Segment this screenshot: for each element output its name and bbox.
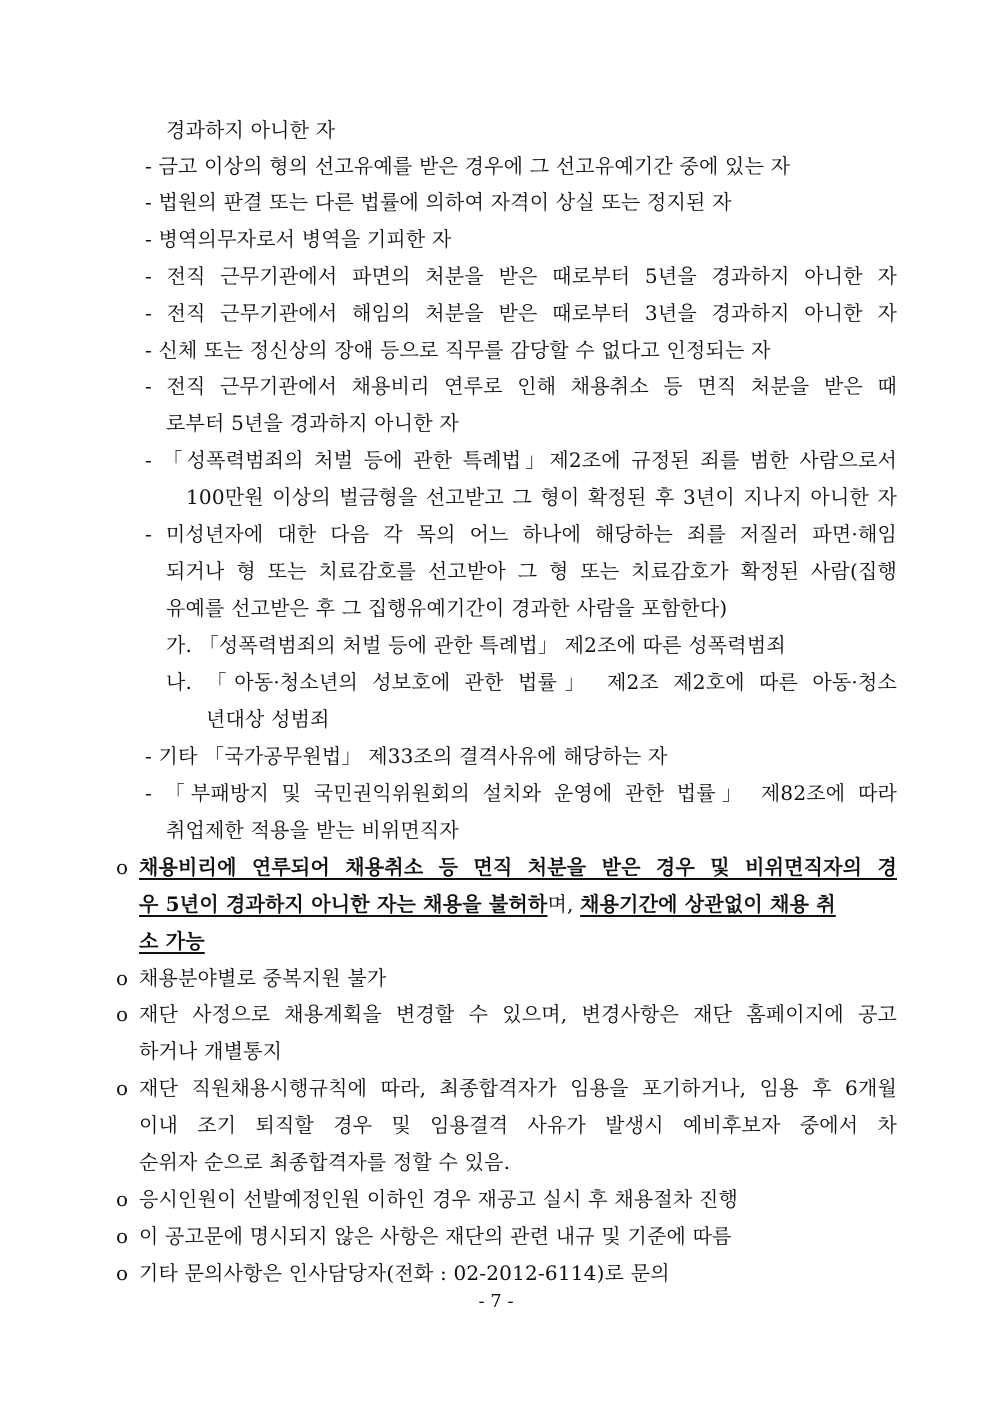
notice-internal-rules: 이 공고문에 명시되지 않은 사항은 재단의 관련 내규 및 기준에 따름 — [139, 1224, 732, 1248]
notice-bullet: o — [116, 1224, 129, 1248]
notice-bullet: o — [116, 966, 129, 990]
notice-hiring-corruption-part2: 며, — [547, 892, 581, 916]
sub-item-na-cont: 년대상 성범죄 — [206, 707, 330, 731]
dash-item-minor-crime-cont1: 되거나 형 또는 치료감호를 선고받아 그 형 또는 치료감호가 확정된 사람(집행 — [166, 559, 897, 583]
dash-item-dismissal: - 전직 근무기관에서 파면의 처분을 받은 때로부터 5년을 경과하지 아니한 자 — [145, 264, 897, 288]
notice-no-duplicate-application: 채용분야별로 중복지원 불가 — [139, 966, 387, 990]
dash-item-anti-corruption-act: - 「부패방지 및 국민권익위원회의 설치와 운영에 관한 법률」 제82조에 따라 — [145, 781, 897, 805]
dash-item-hiring-corruption: - 전직 근무기관에서 채용비리 연루로 인해 채용취소 등 면직 처분을 받은 때 — [145, 374, 897, 398]
dash-item-anti-corruption-cont: 취업제한 적용을 받는 비위면직자 — [166, 818, 459, 842]
notice-hiring-corruption-part3: 채용기간에 상관없이 채용 취 — [580, 892, 836, 916]
page-number: - 7 - — [478, 1291, 514, 1312]
dash-item-hiring-corruption-cont: 로부터 5년을 경과하지 아니한 자 — [166, 411, 459, 435]
notice-re-announcement: 응시인원이 선발예정인원 이하인 경우 재공고 실시 후 채용절차 진행 — [139, 1187, 739, 1211]
notice-bullet: o — [116, 1261, 129, 1285]
notice-bullet: o — [116, 855, 129, 879]
notice-plan-change: 재단 사정으로 채용계획을 변경할 수 있으며, 변경사항은 재단 홈페이지에 공고 — [139, 1002, 897, 1026]
list-continuation: 경과하지 아니한 자 — [166, 118, 336, 142]
dash-item-civil-service-act: - 기타 「국가공무원법」 제33조의 결격사유에 해당하는 자 — [145, 744, 668, 768]
notice-contact: 기타 문의사항은 인사담당자(전화 : 02-2012-6114)로 문의 — [139, 1261, 670, 1285]
notice-hiring-corruption-part1: 우 5년이 경과하지 아니한 자는 채용을 불허하 — [139, 892, 548, 916]
dash-item-probation: - 금고 이상의 형의 선고유예를 받은 경우에 그 선고유예기간 중에 있는 자 — [145, 154, 791, 178]
dash-item-minor-crime-cont2: 유예를 선고받은 후 그 집행유예기간이 경과한 사람을 포함한다) — [166, 596, 728, 620]
notice-bullet: o — [116, 1076, 129, 1100]
dash-item-sex-crime-cont: 100만원 이상의 벌금형을 선고받고 그 형이 확정된 후 3년이 지나지 아니한 자 — [186, 485, 897, 509]
sub-item-ga: 가. 「성폭력범죄의 처벌 등에 관한 특례법」 제2조에 따른 성폭력범죄 — [166, 633, 786, 657]
notice-bullet: o — [116, 1187, 129, 1211]
dash-item-military-evasion: - 병역의무자로서 병역을 기피한 자 — [145, 227, 452, 251]
dash-item-disqualified: - 법원의 판결 또는 다른 법률에 의하여 자격이 상실 또는 정지된 자 — [145, 190, 732, 214]
notice-bullet: o — [116, 1002, 129, 1026]
notice-plan-change-cont: 하거나 개별통지 — [139, 1039, 283, 1063]
sub-item-na: 나. 「아동·청소년의 성보호에 관한 법률」 제2조 제2호에 따른 아동·청소 — [166, 670, 897, 694]
dash-item-minor-crime: - 미성년자에 대한 다음 각 목의 어느 하나에 해당하는 죄를 저질러 파면·해임 — [145, 522, 897, 546]
dash-item-disability: - 신체 또는 정신상의 장애 등으로 직무를 감당할 수 없다고 인정되는 자 — [145, 338, 771, 362]
notice-hiring-corruption: 채용비리에 연루되어 채용취소 등 면직 처분을 받은 경우 및 비위면직자의 경 — [139, 855, 897, 879]
notice-hiring-corruption-cont — [139, 890, 836, 918]
dash-item-discharge: - 전직 근무기관에서 해임의 처분을 받은 때로부터 3년을 경과하지 아니한 자 — [145, 301, 897, 325]
notice-reserve-candidates-cont2: 순위자 순으로 최종합격자를 정할 수 있음. — [139, 1150, 511, 1174]
notice-hiring-corruption-end: 소 가능 — [139, 929, 205, 953]
notice-reserve-candidates: 재단 직원채용시행규칙에 따라, 최종합격자가 임용을 포기하거나, 임용 후 6개월 — [139, 1076, 897, 1100]
notice-reserve-candidates-cont1: 이내 조기 퇴직할 경우 및 임용결격 사유가 발생시 예비후보자 중에서 차 — [139, 1113, 897, 1137]
dash-item-sex-crime: - 「성폭력범죄의 처벌 등에 관한 특례법」제2조에 규정된 죄를 범한 사람으로서 — [145, 448, 897, 472]
